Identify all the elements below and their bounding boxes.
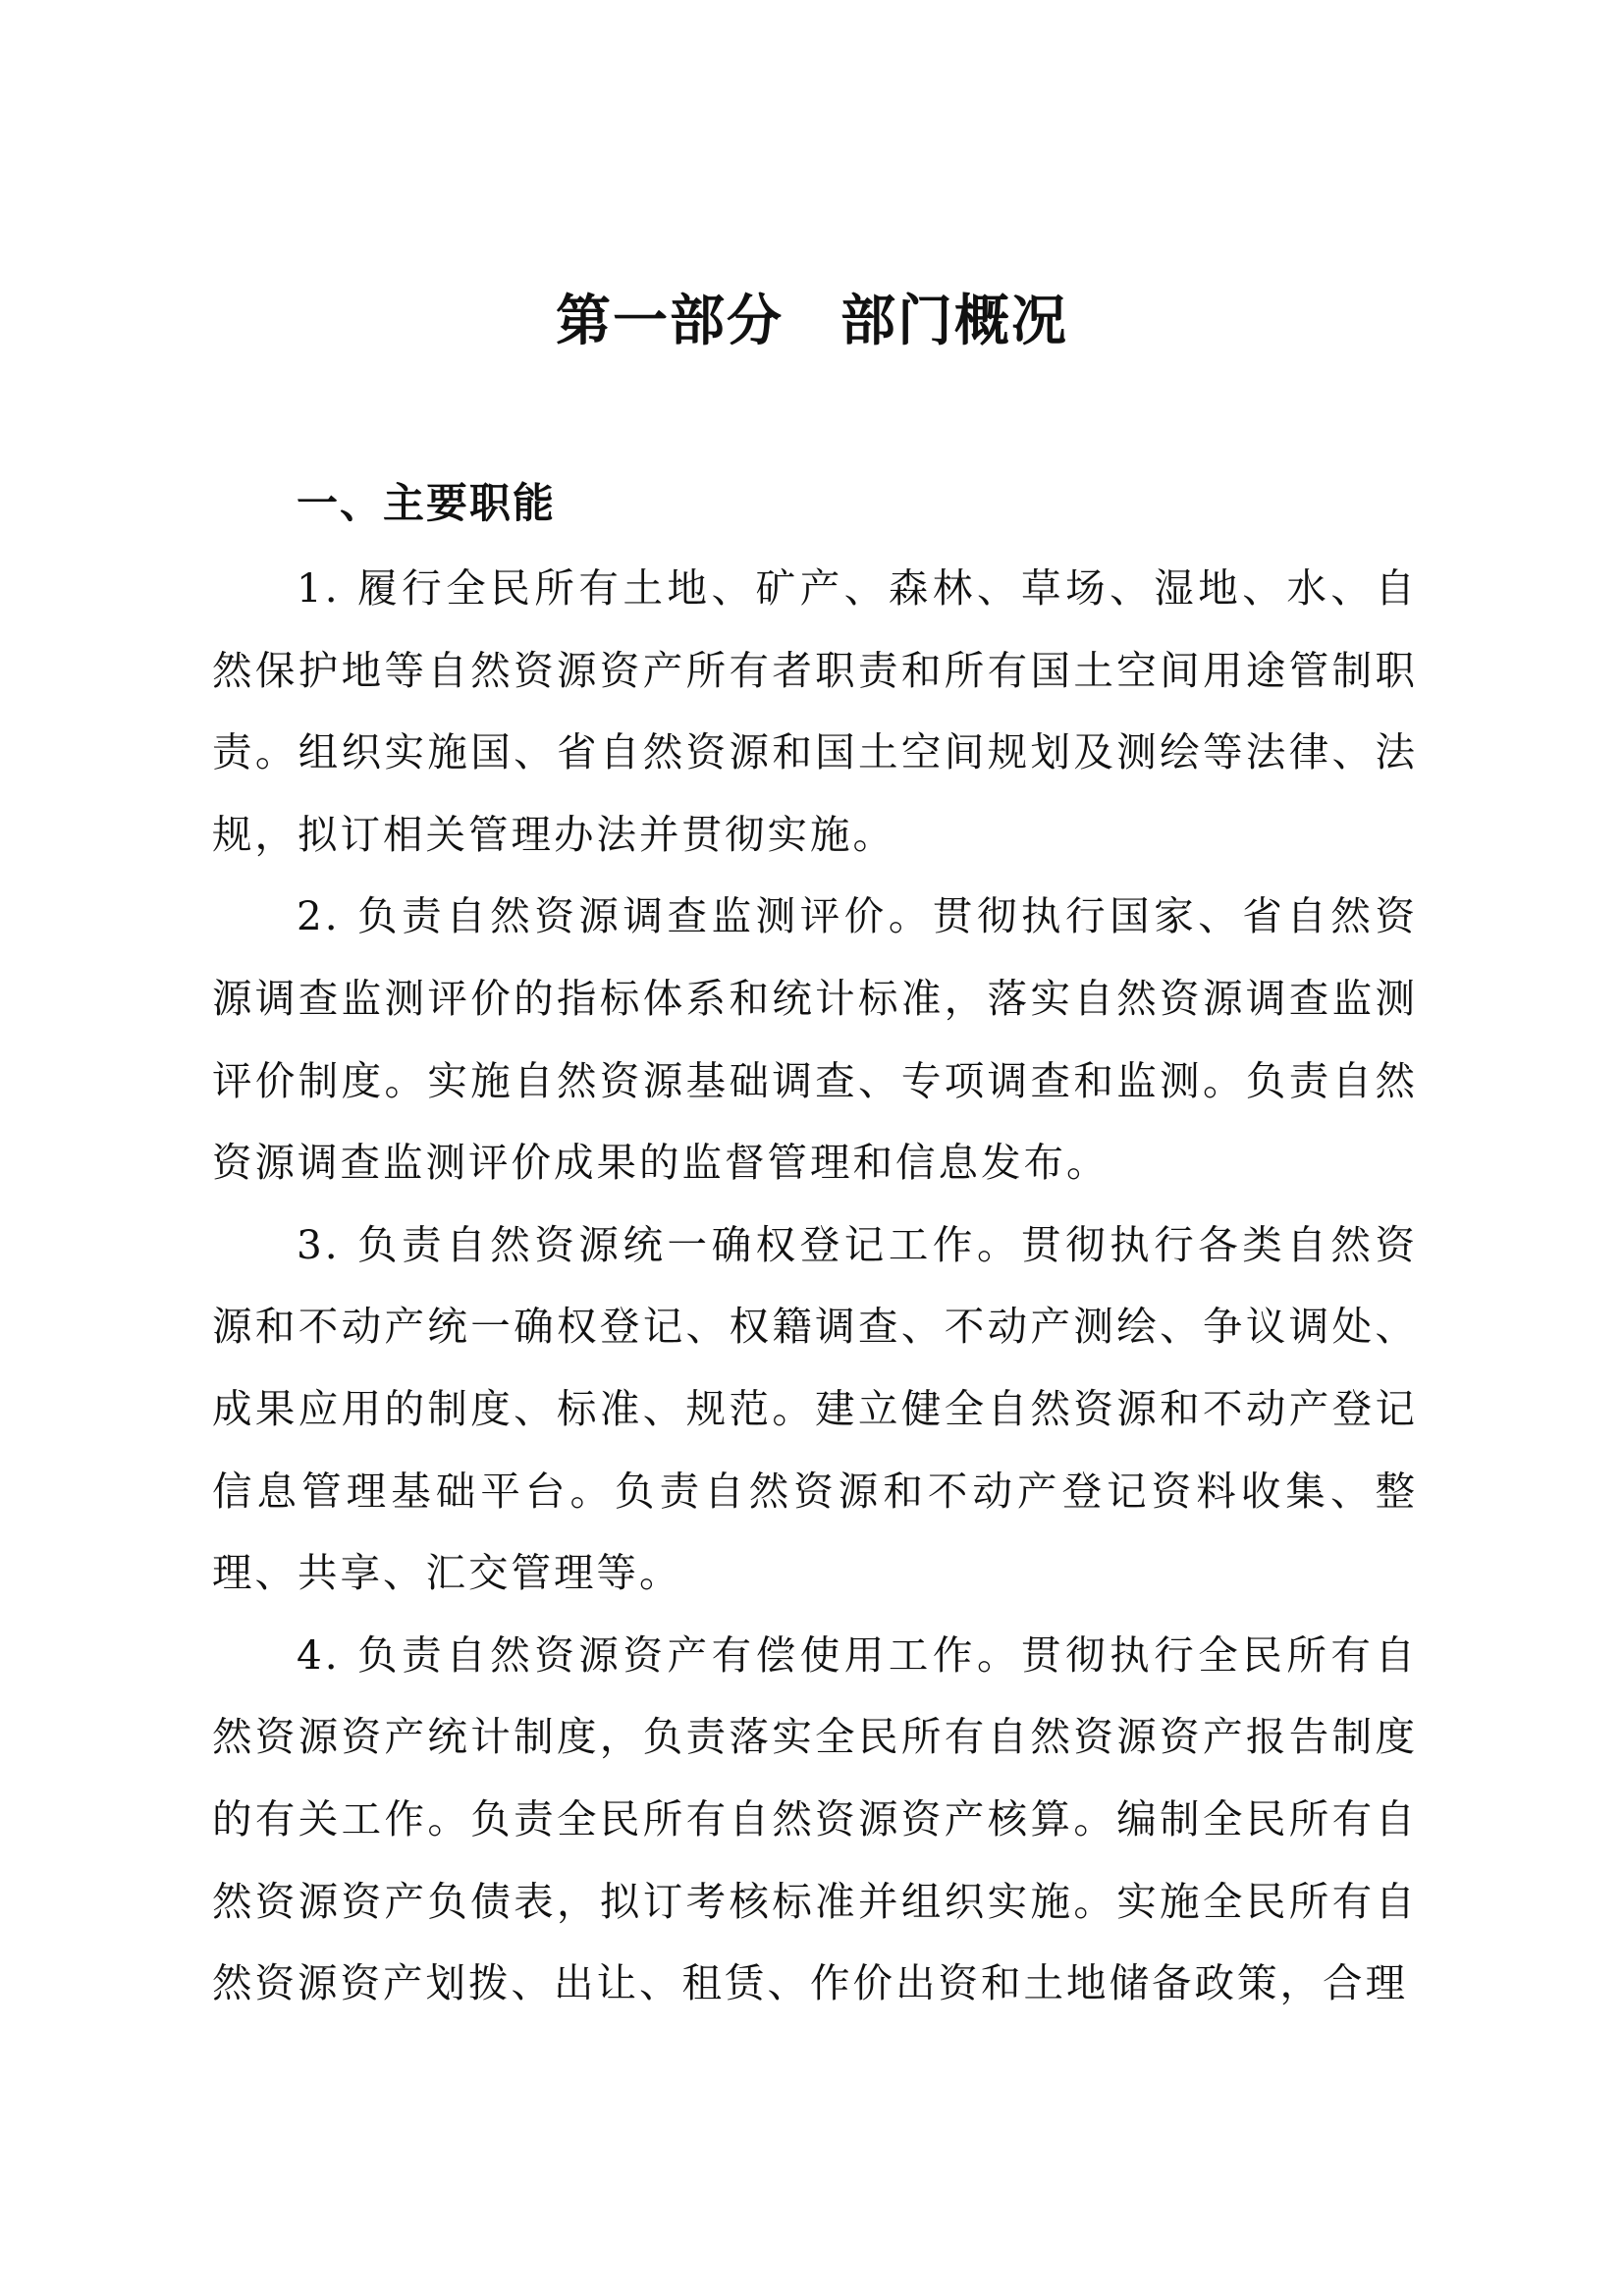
paragraph-1: 1. 履行全民所有土地、矿产、森林、草场、湿地、水、自然保护地等自然资源资产所有者职责和所有国土空间用途管制职责。组织实施国、省自然资源和国土空间规划及测绘等法律、法规，拟订相关管理办法并贯彻实施。 <box>212 564 1418 858</box>
paragraph-4: 4. 负责自然资源资产有偿使用工作。贯彻执行全民所有自然资源资产统计制度，负责落实全民所有自然资源资产报告制度的有关工作。负责全民所有自然资源资产核算。编制全民所有自然资源资产负债表，拟订考核标准并组织实施。实施全民所有自然资源资产划拨、出让、租赁、作价出资和土地储备政策，合理 <box>212 1630 1418 2007</box>
paragraph-2: 2. 负责自然资源调查监测评价。贯彻执行国家、省自然资源调查监测评价的指标体系和统计标准，落实自然资源调查监测评价制度。实施自然资源基础调查、专项调查和监测。负责自然资源调查监测评价成果的监督管理和信息发布。 <box>212 892 1418 1187</box>
body-text <box>212 548 1418 2025</box>
page-title: 第一部分 部门概况 <box>556 290 1068 353</box>
section-heading: 一、主要职能 <box>297 479 557 527</box>
paragraph-3: 3. 负责自然资源统一确权登记工作。贯彻执行各类自然资源和不动产统一确权登记、权籍调查、不动产测绘、争议调处、成果应用的制度、标准、规范。建立健全自然资源和不动产登记信息管理基础平台。负责自然资源和不动产登记资料收集、整理、共享、汇交管理等。 <box>212 1220 1418 1597</box>
